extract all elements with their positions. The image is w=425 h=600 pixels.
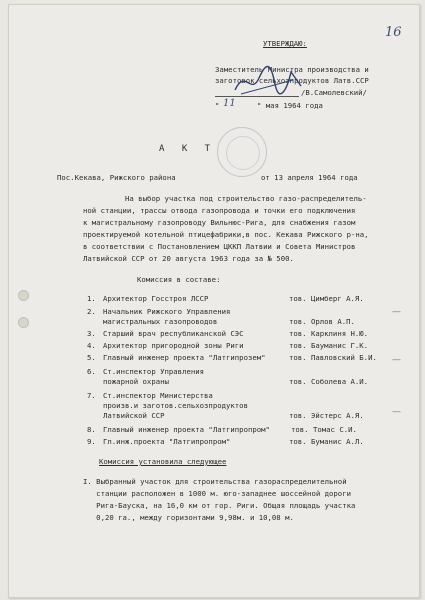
member-name: тов. Соболева А.И. (289, 377, 369, 386)
member-number: 5. (87, 353, 96, 362)
member-name: тов. Томас С.И. (291, 425, 357, 434)
approve-date: " мая 1964 года (257, 101, 323, 110)
punch-hole (18, 290, 29, 301)
member-name: тов. Бауманис Г.К. (289, 341, 369, 350)
member-role: Архитектор Госстроя ЛССР (103, 294, 209, 303)
member-name: тов. Эйстерс А.Я. (289, 411, 364, 420)
approver-name: /В.Самолевский/ (301, 88, 367, 97)
member-role: магистральных газопроводов (103, 317, 218, 326)
member-name: тов. Буманис А.Л. (289, 437, 364, 446)
document-title: А К Т (159, 144, 217, 154)
member-role: Архитектор пригородной зоны Риги (103, 341, 244, 350)
member-number: 6. (87, 367, 96, 376)
approve-date-day: 11 (223, 98, 236, 109)
document-place: Пос.Кекава, Рижского района (57, 173, 176, 182)
intro-line: проектируемой котельной птицефабрики,в пос. Кекава Рижского р-на, (83, 230, 369, 239)
member-name: тов. Орлов А.П. (289, 317, 355, 326)
member-role: Ст.инспектор Управления (103, 367, 205, 376)
member-role: Начальник Рижского Управления (103, 307, 231, 316)
commission-title: Комиссия в составе: (137, 275, 221, 284)
member-role: произв.и заготов.сельхозпродуктов (103, 401, 248, 410)
established-title: Комиссия установила следующее (99, 457, 227, 466)
page-number: 16 (385, 25, 402, 40)
member-role: Ст.инспектор Министерства (103, 391, 213, 400)
member-number: 4. (87, 341, 96, 350)
member-name: тов. Павловский Б.И. (289, 353, 377, 362)
finding-line: 0,20 га., между горизонтами 9,98м. и 10,08 м. (83, 513, 294, 522)
margin-tick: — (392, 355, 401, 365)
member-number: 7. (87, 391, 96, 400)
member-number: 8. (87, 425, 96, 434)
approve-date-quote: " (215, 101, 220, 110)
margin-tick: — (392, 407, 401, 417)
approve-line: заготовок сельхозпродуктов Латв.ССР (215, 76, 369, 85)
signature-line (215, 89, 299, 97)
intro-line: к магистральному газопроводу Вильнюс-Рига, для снабжения газом (83, 218, 356, 227)
member-number: 3. (87, 329, 96, 338)
member-number: 2. (87, 307, 96, 316)
document-page (8, 4, 420, 598)
member-number: 9. (87, 437, 96, 446)
approve-line: Заместитель Министра производства и (215, 65, 369, 74)
member-role: Главный инженер проекта "Латгипрозем" (103, 353, 266, 362)
intro-line: На выбор участка под строительство газо-распределитель- (125, 194, 367, 203)
member-number: 1. (87, 294, 96, 303)
punch-hole (18, 317, 29, 328)
member-role: Старший врач республиканской СЭС (103, 329, 244, 338)
member-role: Главный инженер проекта "Латгипропром" (103, 425, 270, 434)
intro-line: ной станции, трассы отвода газопровода и точки его подключения (83, 206, 356, 215)
document-date: от 13 апреля 1964 года (261, 173, 358, 182)
margin-tick: — (392, 307, 401, 317)
finding-line: I. Выбранный участок для строительства газораспределительной (83, 477, 347, 486)
member-role: Гл.инж.проекта "Латгипропром" (103, 437, 231, 446)
member-role: пожарной охраны (103, 377, 169, 386)
finding-line: станции расположен в 1000 м. юго-западнее шоссейной дороги (83, 489, 351, 498)
intro-line: Латвийской ССР от 20 августа 1963 года за № 500. (83, 254, 294, 263)
intro-line: в соответствии с Постановлением ЦККП Латвии и Совета Министров (83, 242, 356, 251)
approve-heading: УТВЕРЖДАЮ: (263, 39, 307, 48)
member-role: Латвийской ССР (103, 411, 165, 420)
stamp (217, 127, 267, 177)
member-name: тов. Карклиня Н.Ю. (289, 329, 369, 338)
member-name: тов. Цимберг А.Я. (289, 294, 364, 303)
finding-line: Рига-Бауска, на 16,0 км от гор. Риги. Общая площадь участка (83, 501, 356, 510)
